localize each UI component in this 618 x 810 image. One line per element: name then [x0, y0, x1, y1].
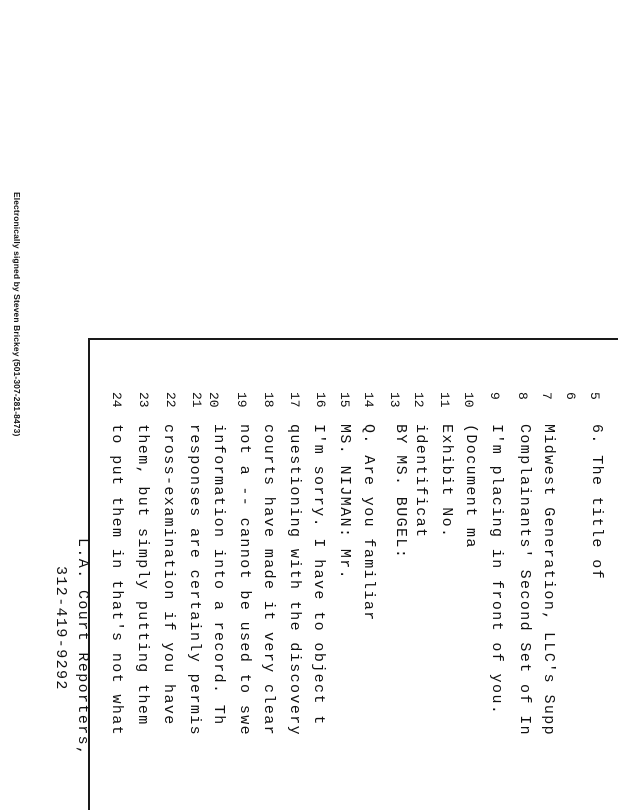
- transcript-line: 6. The title of: [588, 424, 605, 581]
- transcript-line: Q. Are you familiar: [360, 424, 377, 622]
- transcript-line: responses are certainly permis: [186, 424, 203, 737]
- transcript-line: information into a record. Th: [210, 424, 227, 726]
- line-number: 8: [515, 392, 530, 400]
- line-number: 12: [411, 392, 426, 408]
- line-number: 17: [287, 392, 302, 408]
- line-number: 11: [437, 392, 452, 408]
- transcript-line: Midwest Generation, LLC's Supp: [540, 424, 557, 737]
- line-number: 13: [387, 392, 402, 408]
- transcript-line: Complainants' Second Set of In: [516, 424, 533, 737]
- court-reporter-name: L.A. Court Reporters,: [74, 538, 91, 757]
- transcript-line: cross-examination if you have: [160, 424, 177, 726]
- line-number: 21: [189, 392, 204, 408]
- transcript-line: I'm placing in front of you.: [488, 424, 505, 716]
- line-number: 24: [109, 392, 124, 408]
- transcript-line: not a -- cannot be used to swe: [236, 424, 253, 737]
- line-number: 16: [313, 392, 328, 408]
- line-number: 15: [337, 392, 352, 408]
- signature-stamp: Electronically signed by Steven Brickey (501-307-281-8473): [12, 192, 22, 437]
- transcript-line: Exhibit No.: [438, 424, 455, 539]
- line-number: 20: [206, 392, 221, 408]
- line-number: 23: [136, 392, 151, 408]
- line-number: 22: [163, 392, 178, 408]
- court-reporter-phone: 312-419-9292: [52, 566, 69, 691]
- line-numbers: [104, 392, 602, 412]
- line-number: 7: [539, 392, 554, 400]
- transcript-line: (Document ma: [462, 424, 479, 549]
- transcript-line: questioning with the discovery: [286, 424, 303, 737]
- line-number: 19: [234, 392, 249, 408]
- transcript-line: to put them in that's not what: [108, 424, 125, 737]
- line-number: 14: [361, 392, 376, 408]
- line-number: 6: [563, 392, 578, 400]
- transcript-line: BY MS. BUGEL:: [392, 424, 409, 560]
- line-number: 9: [487, 392, 502, 400]
- transcript-line: identificat: [412, 424, 429, 539]
- line-number: 18: [261, 392, 276, 408]
- transcript-line: them, but simply putting them: [134, 424, 151, 726]
- transcript-line: courts have made it very clear: [260, 424, 277, 737]
- line-number: 10: [461, 392, 476, 408]
- transcript-line: I'm sorry. I have to object t: [310, 424, 327, 726]
- line-number: 5: [587, 392, 602, 400]
- transcript-line: MS. NIJMAN: Mr.: [336, 424, 353, 581]
